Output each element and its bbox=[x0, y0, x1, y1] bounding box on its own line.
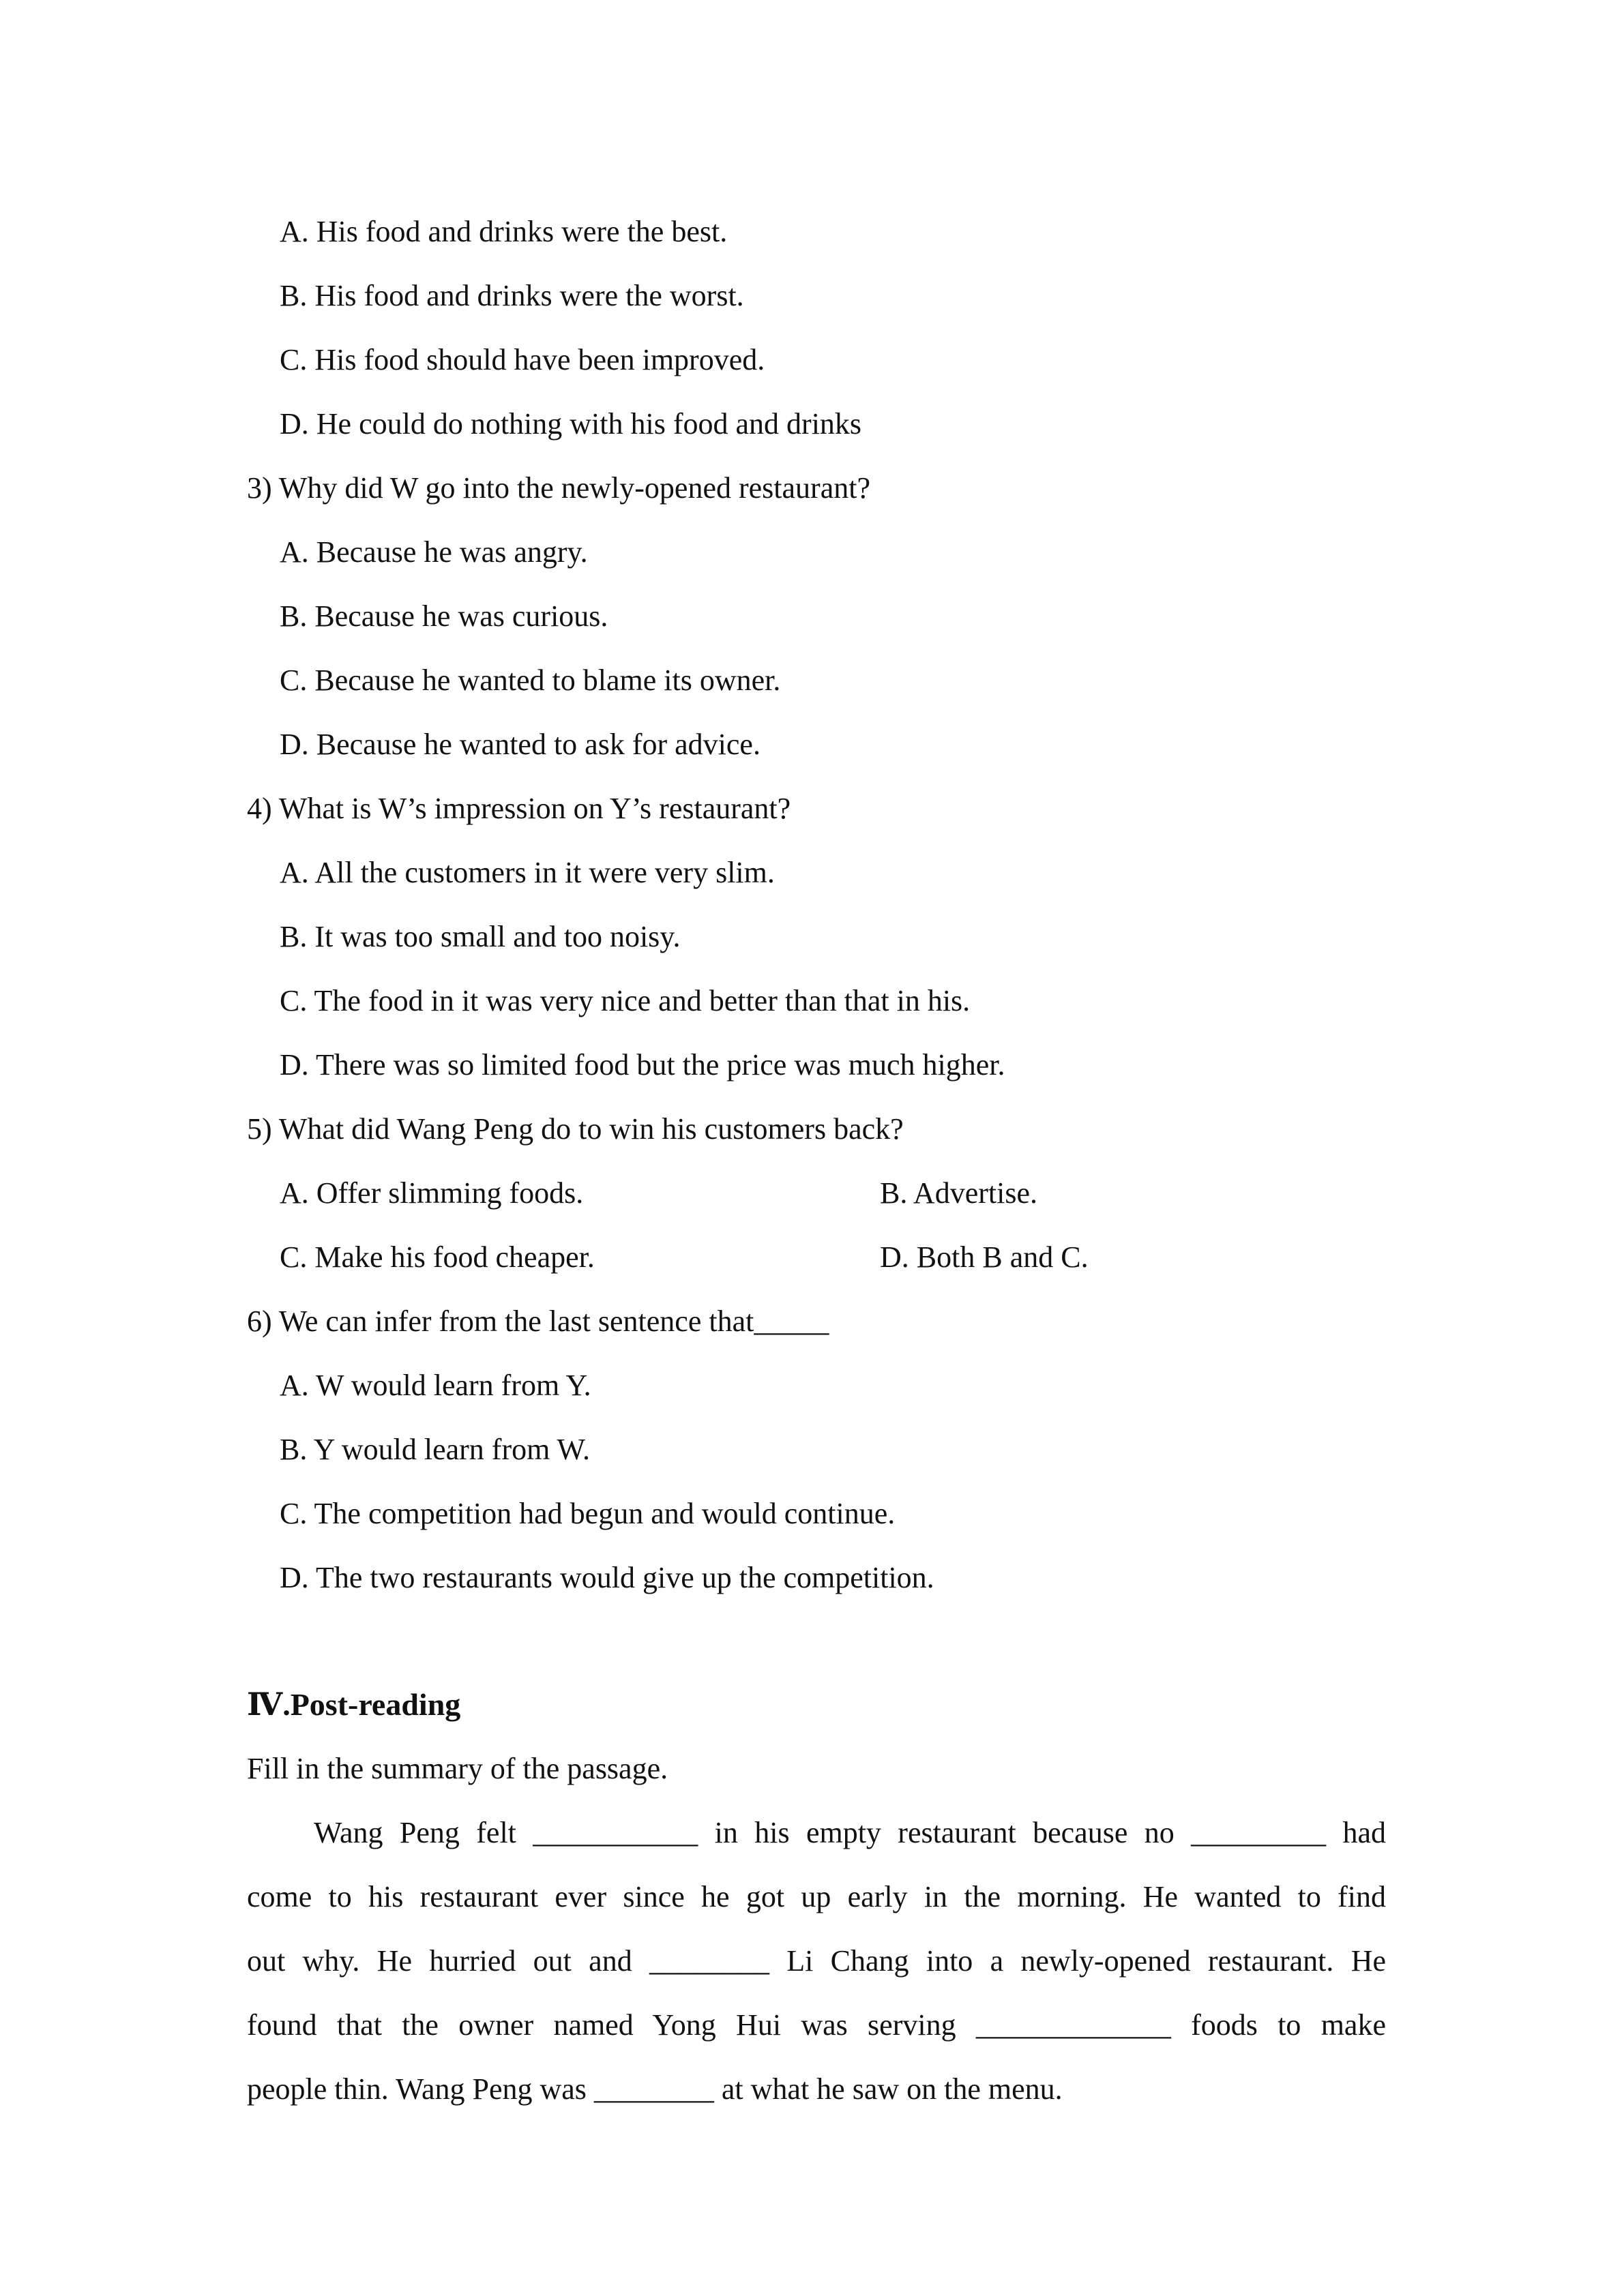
summary-line-4: found that the owner named Yong Hui was serving _____________ foods to make bbox=[247, 2008, 1386, 2042]
q2-option-a: A. His food and drinks were the best. bbox=[280, 215, 728, 248]
q6-option-c: C. The competition had begun and would continue. bbox=[280, 1497, 896, 1530]
q6-option-a: A. W would learn from Y. bbox=[280, 1369, 591, 1402]
q5-question: 5) What did Wang Peng do to win his customers back? bbox=[247, 1112, 904, 1146]
q4-question: 4) What is W’s impression on Y’s restaurant? bbox=[247, 792, 791, 825]
q6-option-d: D. The two restaurants would give up the competition. bbox=[280, 1561, 934, 1594]
q4-option-a: A. All the customers in it were very slim. bbox=[280, 856, 775, 889]
summary-line-5: people thin. Wang Peng was ________ at what he saw on the menu. bbox=[247, 2072, 1063, 2106]
q6-option-b: B. Y would learn from W. bbox=[280, 1433, 591, 1466]
q2-option-c: C. His food should have been improved. bbox=[280, 343, 765, 376]
q4-option-d: D. There was so limited food but the price was much higher. bbox=[280, 1048, 1005, 1082]
post-reading-heading: Ⅳ.Post-reading bbox=[247, 1687, 461, 1722]
q3-option-b: B. Because he was curious. bbox=[280, 599, 608, 633]
q3-option-d: D. Because he wanted to ask for advice. bbox=[280, 728, 761, 761]
q5-option-c: C. Make his food cheaper. bbox=[280, 1240, 595, 1274]
q2-option-b: B. His food and drinks were the worst. bbox=[280, 279, 744, 312]
q3-option-c: C. Because he wanted to blame its owner. bbox=[280, 664, 781, 697]
q2-option-d: D. He could do nothing with his food and drinks bbox=[280, 407, 862, 441]
summary-line-1: Wang Peng felt ___________ in his empty restaurant because no _________ had bbox=[314, 1816, 1386, 1849]
q5-option-b: B. Advertise. bbox=[880, 1176, 1037, 1210]
q5-option-a: A. Offer slimming foods. bbox=[280, 1176, 584, 1210]
q4-option-b: B. It was too small and too noisy. bbox=[280, 920, 681, 953]
q6-question: 6) We can infer from the last sentence that_____ bbox=[247, 1304, 829, 1338]
summary-line-2: come to his restaurant ever since he got up early in the morning. He wanted to find bbox=[247, 1880, 1386, 1913]
q3-question: 3) Why did W go into the newly-opened restaurant? bbox=[247, 471, 870, 505]
q4-option-c: C. The food in it was very nice and better than that in his. bbox=[280, 984, 971, 1017]
q3-option-a: A. Because he was angry. bbox=[280, 535, 588, 569]
q5-option-d: D. Both B and C. bbox=[880, 1240, 1089, 1274]
post-reading-instruction: Fill in the summary of the passage. bbox=[247, 1752, 668, 1785]
summary-line-3: out why. He hurried out and ________ Li Chang into a newly-opened restaurant. He bbox=[247, 1944, 1386, 1978]
